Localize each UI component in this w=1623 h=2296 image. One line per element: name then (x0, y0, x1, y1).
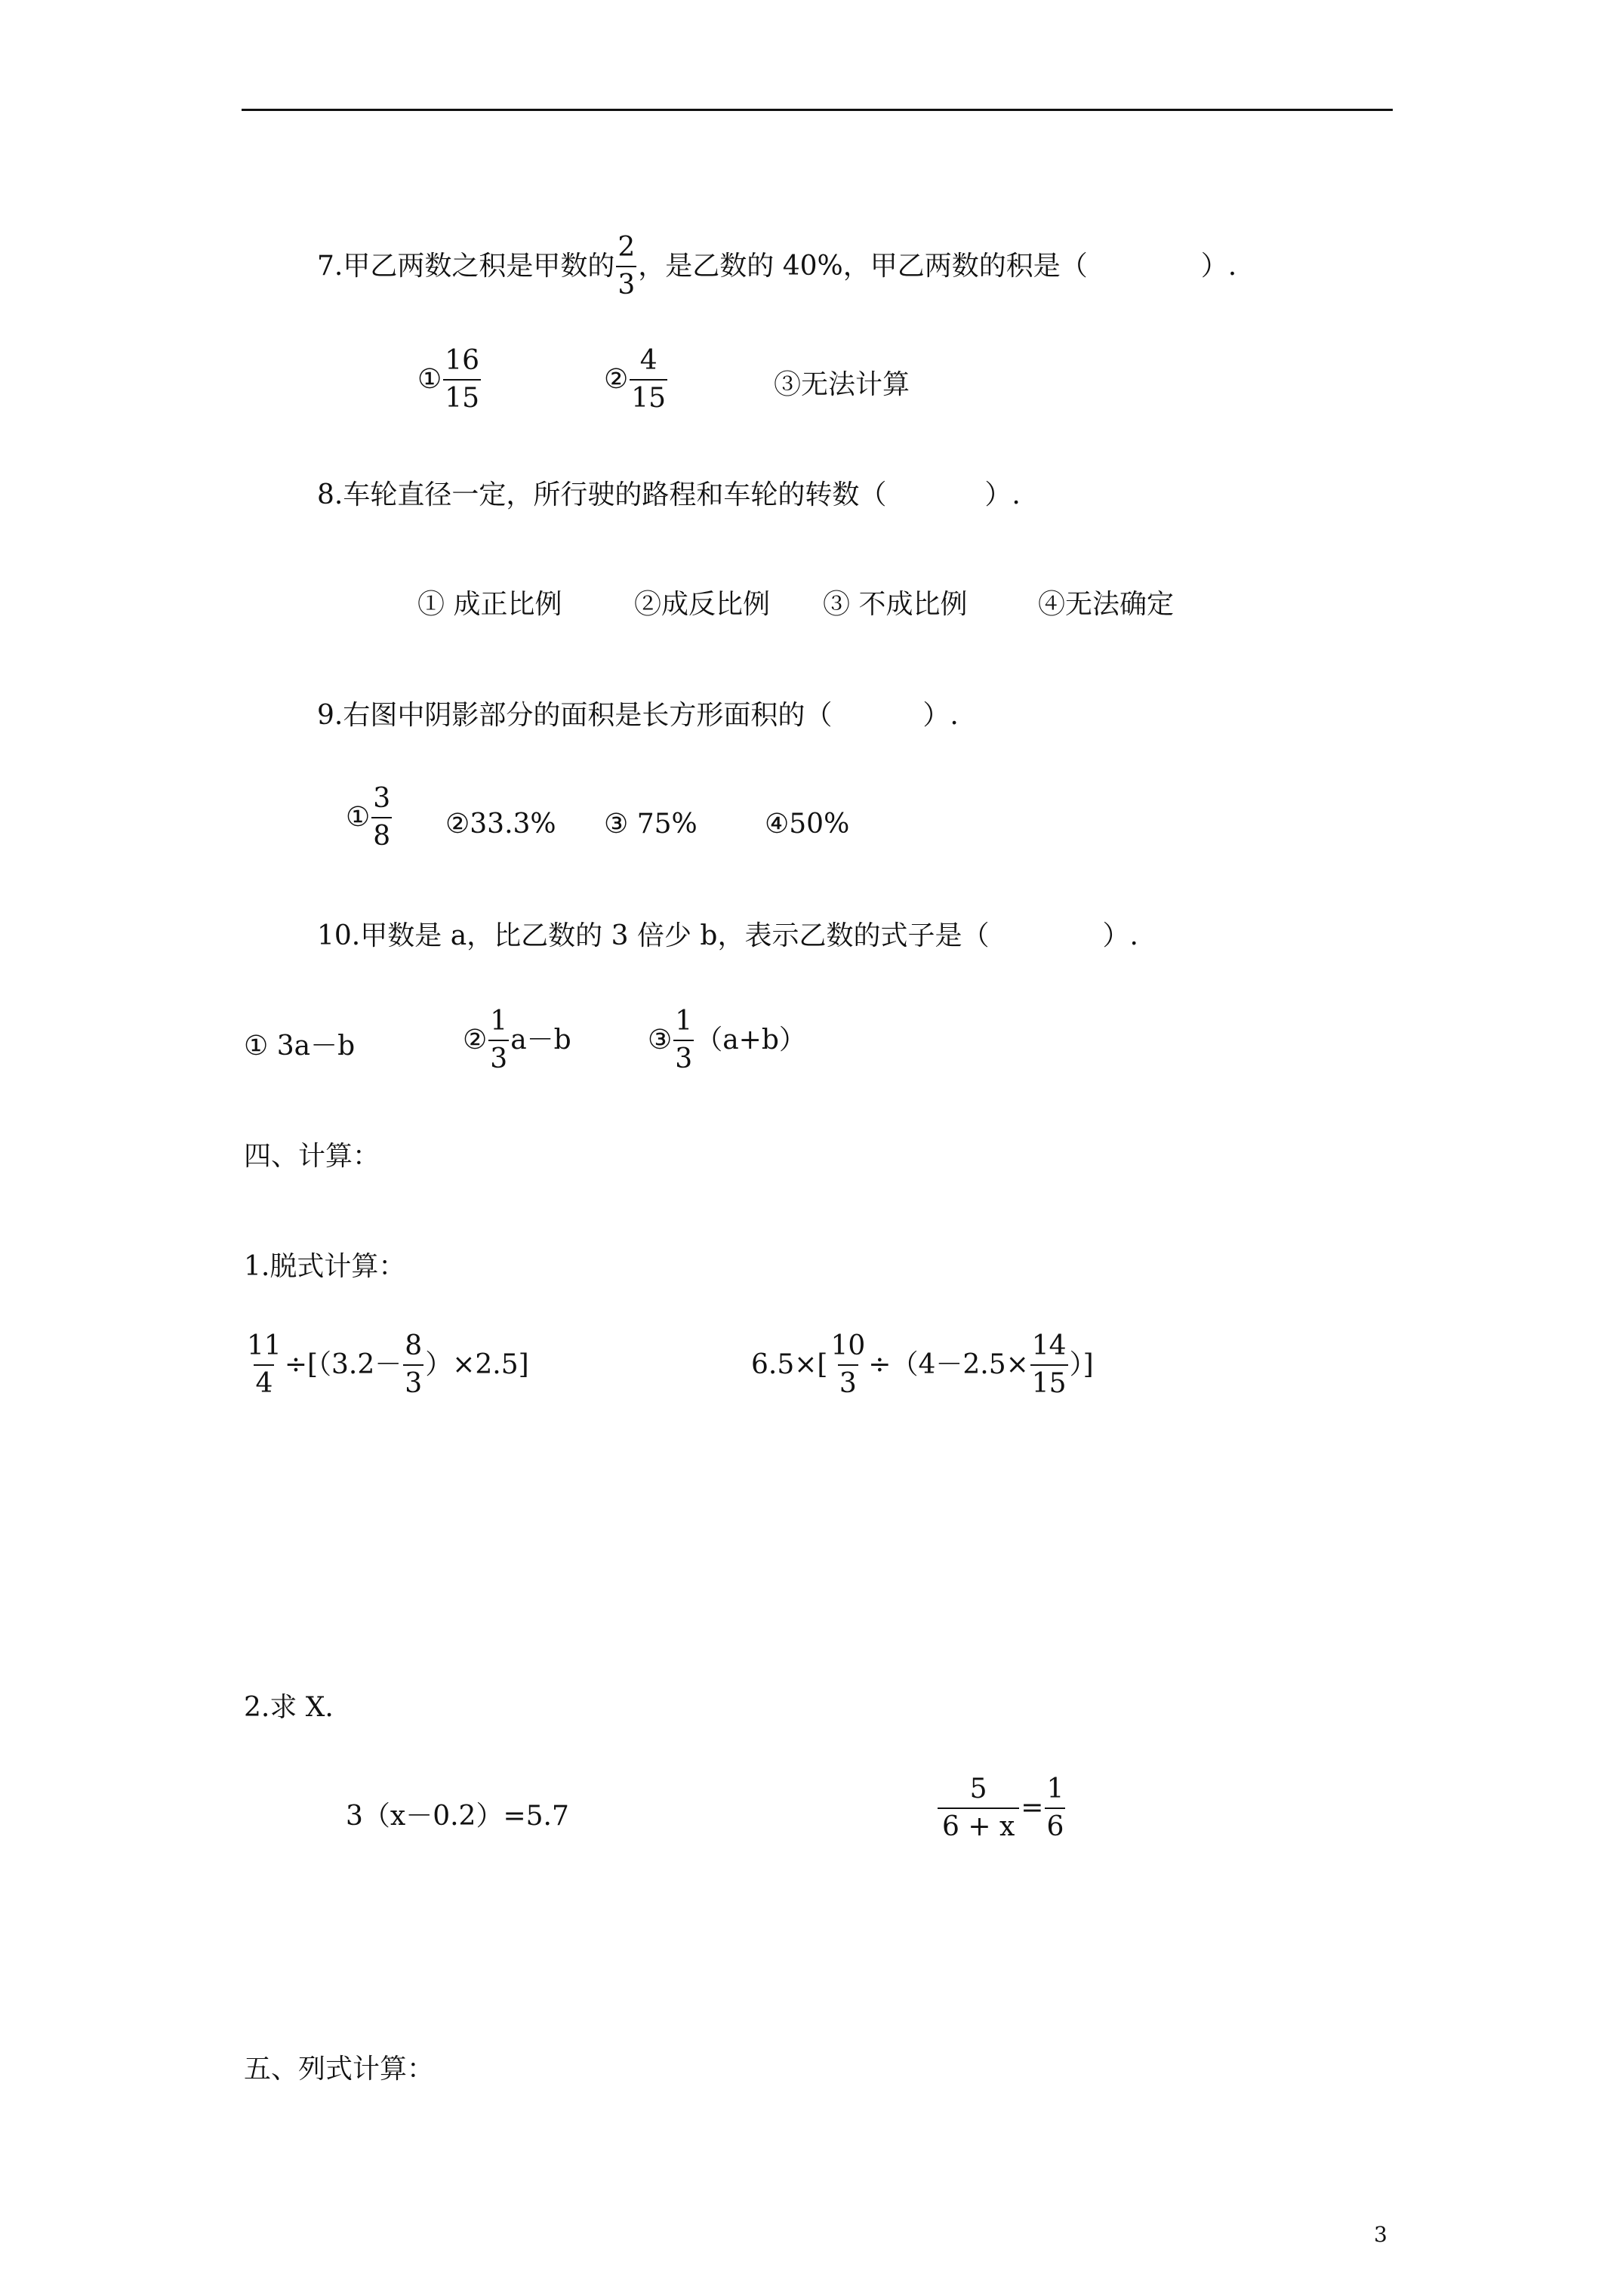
q7-option-1-mark: ① (417, 364, 442, 395)
expr2-head: 6.5×[ (751, 1349, 828, 1380)
question-7 (317, 234, 1236, 299)
q10-text: 10.甲数是 a，比乙数的 3 倍少 b，表示乙数的式子是（ (317, 920, 990, 951)
q10-option-2[interactable] (463, 1008, 571, 1073)
q7-option-2-num: 4 (639, 345, 658, 376)
expr2-den-b: 15 (1030, 1364, 1068, 1398)
expr2-fraction-a (829, 1330, 867, 1399)
q10-option-3-num: 1 (675, 1006, 693, 1037)
expr1-fraction-b (403, 1330, 423, 1399)
equation-1: 3（x－0.2）=5.7 (346, 1801, 569, 1832)
expr1-fraction-a (245, 1330, 283, 1399)
question-8 (317, 479, 1021, 510)
section-5-title: 五、列式计算： (244, 2054, 435, 2085)
q9-option-3[interactable]: ③ 75% (604, 809, 698, 840)
section-4-sub-1: 1.脱式计算： (244, 1251, 406, 1282)
q10-option-2-num: 1 (490, 1006, 508, 1037)
q9-option-1-den: 8 (371, 817, 392, 850)
expr2-mid: ÷（4－2.5× (868, 1349, 1029, 1380)
q7-option-2[interactable] (604, 347, 669, 412)
q8-option-1[interactable]: ① 成正比例 (417, 589, 562, 620)
expr1-den-b: 3 (403, 1364, 423, 1398)
q7-option-2-den: 15 (630, 379, 667, 412)
section-4-sub-2: 2.求 X. (244, 1692, 334, 1723)
q7-option-1-den: 15 (443, 379, 481, 412)
expr2-fraction-b (1030, 1330, 1068, 1399)
expr1-mid: ÷[（3.2－ (284, 1349, 402, 1380)
q10-option-3-fraction (673, 1008, 694, 1073)
eq2-num-a: 5 (969, 1774, 987, 1804)
q8-option-3[interactable]: ③ 不成比例 (823, 589, 968, 620)
q7-option-1[interactable] (417, 347, 482, 412)
q10-option-2-den: 3 (488, 1040, 509, 1073)
q10-option-3-tail: （a+b） (695, 1025, 806, 1056)
expr2-den-a: 3 (838, 1364, 858, 1398)
eq2-den-a: 6 + x (938, 1808, 1019, 1841)
q7-fraction (616, 234, 636, 299)
q10-option-3[interactable] (648, 1008, 806, 1073)
q7-option-2-fraction (630, 347, 667, 412)
q8-option-2[interactable]: ②成反比例 (634, 589, 771, 620)
q7-fraction-num: 2 (617, 232, 636, 263)
q10-option-2-mark: ② (463, 1025, 488, 1056)
q7-option-2-mark: ② (604, 364, 629, 395)
eq2-den-b: 6 (1045, 1808, 1065, 1841)
header-rule (242, 109, 1393, 111)
expr1-tail: ）×2.5] (425, 1349, 529, 1380)
eq2-num-b: 1 (1046, 1774, 1064, 1804)
q9-text: 9.右图中阴影部分的面积是长方形面积的（ (317, 700, 833, 731)
q10-option-3-mark: ③ (648, 1025, 673, 1056)
expr1-num-a: 11 (247, 1330, 282, 1361)
q7-option-1-fraction (443, 347, 481, 412)
q9-option-1-fraction (371, 785, 392, 850)
equation-2 (936, 1776, 1067, 1841)
expr2-num-a: 10 (830, 1330, 866, 1361)
q9-option-2[interactable]: ②33.3% (445, 809, 556, 840)
q7-text-b: ，是乙数的 40%，甲乙两数的积是（ (638, 251, 1088, 282)
q10-option-2-tail: a－b (510, 1025, 571, 1056)
question-9 (317, 702, 959, 729)
q7-option-1-num: 16 (445, 345, 480, 376)
q7-fraction-den: 3 (616, 266, 636, 299)
expression-1 (244, 1330, 529, 1399)
q7-text-c: ）. (1200, 251, 1237, 282)
expr1-num-b: 8 (405, 1330, 423, 1361)
expr2-num-b: 14 (1031, 1330, 1067, 1361)
question-10 (317, 920, 1138, 951)
expression-2 (751, 1330, 1094, 1399)
eq2-equals: = (1021, 1792, 1044, 1823)
q9-option-1[interactable] (346, 785, 393, 850)
q8-close: ）. (984, 479, 1021, 510)
q10-close: ）. (1102, 920, 1138, 951)
expr2-tail: ）] (1069, 1349, 1094, 1380)
q9-option-1-mark: ① (346, 802, 371, 833)
q7-option-3[interactable]: ③无法计算 (774, 369, 910, 400)
section-4-title: 四、计算： (244, 1141, 380, 1172)
q7-text-a: 7.甲乙两数之积是甲数的 (317, 251, 615, 282)
q9-close: ）. (922, 700, 959, 731)
q8-option-4[interactable]: ④无法确定 (1038, 589, 1175, 620)
q9-option-4[interactable]: ④50% (765, 809, 850, 840)
q10-option-3-den: 3 (673, 1040, 694, 1073)
q10-option-1[interactable]: ① 3a－b (244, 1031, 356, 1062)
q9-option-1-num: 3 (373, 783, 391, 814)
eq2-fraction-a (938, 1776, 1019, 1841)
eq2-fraction-b (1045, 1776, 1065, 1841)
q10-option-2-fraction (488, 1008, 509, 1073)
expr1-den-a: 4 (254, 1364, 274, 1398)
q8-text: 8.车轮直径一定，所行驶的路程和车轮的转数（ (317, 479, 887, 510)
page-number: 3 (1374, 2222, 1387, 2247)
